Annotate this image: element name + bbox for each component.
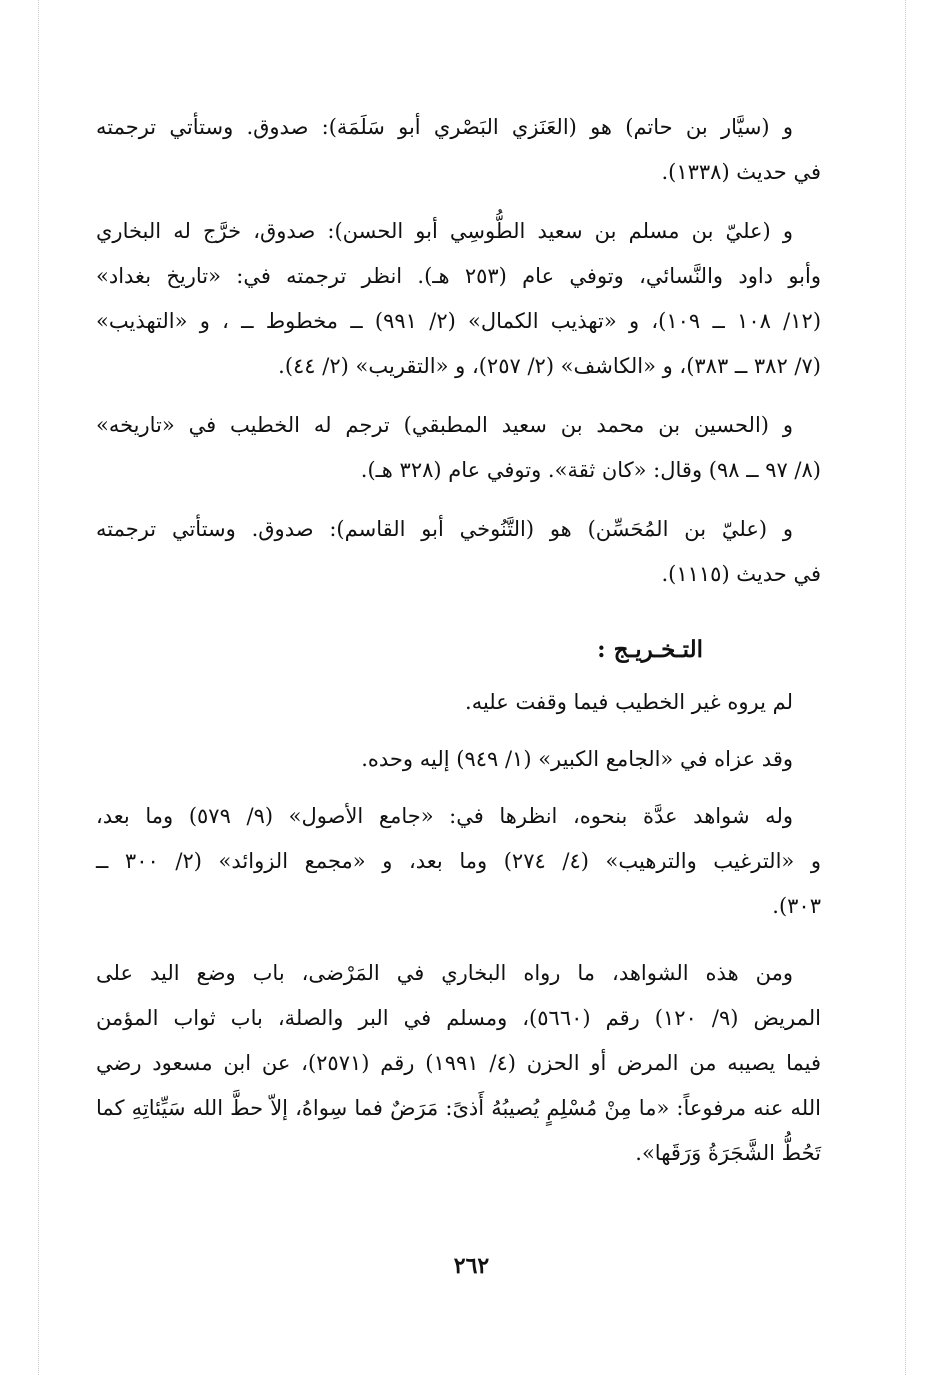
- text-line: و (عليّ بن المُحَسِّن) هو (التَّنُوخي أبو القاسم): صدوق. وستأتي ترجمته: [96, 517, 793, 541]
- text-line: (٨/ ٩٧ ــ ٩٨) وقال: «كان ثقة». وتوفي عام (٣٢٨ هـ).: [360, 458, 821, 482]
- page-number: ٢٦٢: [453, 1253, 490, 1279]
- text-line: (٧/ ٣٨٢ ــ ٣٨٣)، و «الكاشف» (٢/ ٢٥٧)، و «التقريب» (٢/ ٤٤).: [278, 354, 821, 378]
- text-line: وله شواهد عدَّة بنحوه، انظرها في: «جامع الأصول» (٩/ ٥٧٩) وما بعد،: [96, 804, 793, 828]
- narrator-paragraph-husayn: [96, 403, 821, 493]
- bukhari-paragraph: [96, 951, 821, 1176]
- text-line: الله عنه مرفوعاً: «ما مِنْ مُسْلِمٍ يُصيبُهُ أَذىً: مَرَضٌ فما سِواهُ، إلاّ حطَّ الله سَيِّئاتِهِ كما: [96, 1096, 821, 1120]
- text-line: تَحُطُّ الشَّجَرَةُ وَرَقَها».: [635, 1141, 821, 1165]
- narrator-paragraph-sayyar: [96, 105, 821, 195]
- takhrij-line-2: وقد عزاه في «الجامع الكبير» (١/ ٩٤٩) إليه وحده.: [361, 747, 793, 771]
- text-line: و (عليّ بن مسلم بن سعيد الطُّوسِي أبو الحسن): صدوق، خرَّج له البخاري: [96, 219, 793, 243]
- narrator-paragraph-ali-bin-muhassin: [96, 507, 821, 597]
- text-line: و «الترغيب والترهيب» (٤/ ٢٧٤) وما بعد، و «مجمع الزوائد» (٢/ ٣٠٠ ــ: [96, 849, 821, 873]
- scan-edge-right: [905, 0, 906, 1375]
- text-line: و (سيَّار بن حاتم) هو (العَنَزي البَصْري أبو سَلَمَة): صدوق. وستأتي ترجمته: [96, 115, 793, 139]
- shawahid-paragraph: [96, 794, 821, 929]
- text-line: المريض (٩/ ١٢٠) رقم (٥٦٦٠)، ومسلم في البر والصلة، باب ثواب المؤمن: [96, 1006, 821, 1030]
- text-line: و (الحسين بن محمد بن سعيد المطبقي) ترجم له الخطيب في «تاريخه»: [96, 413, 793, 437]
- text-line: ٣٠٣).: [772, 894, 821, 918]
- scan-edge-left: [38, 0, 39, 1375]
- text-line: ومن هذه الشواهد، ما رواه البخاري في المَرْضى، باب وضع اليد على: [96, 961, 793, 985]
- text-line: فيما يصيبه من المرض أو الحزن (٤/ ١٩٩١) رقم (٢٥٧١)، عن ابن مسعود رضي: [96, 1051, 821, 1075]
- narrator-paragraph-ali-bin-muslim: [96, 209, 821, 389]
- section-heading-takhrij: التـخـريـج :: [597, 636, 703, 663]
- text-line: في حديث (١١١٥).: [661, 562, 821, 586]
- takhrij-line-1: لم يروه غير الخطيب فيما وقفت عليه.: [465, 690, 793, 714]
- text-line: في حديث (١٣٣٨).: [661, 160, 821, 184]
- page-body: [96, 105, 821, 1190]
- text-line: (١٢/ ١٠٨ ــ ١٠٩)، و «تهذيب الكمال» (٢/ ٩٩١) ــ مخطوط ــ ، و «التهذيب»: [96, 309, 822, 333]
- text-line: وأبو داود والنَّسائي، وتوفي عام (٢٥٣ هـ). انظر ترجمته في: «تاريخ بغداد»: [96, 264, 821, 288]
